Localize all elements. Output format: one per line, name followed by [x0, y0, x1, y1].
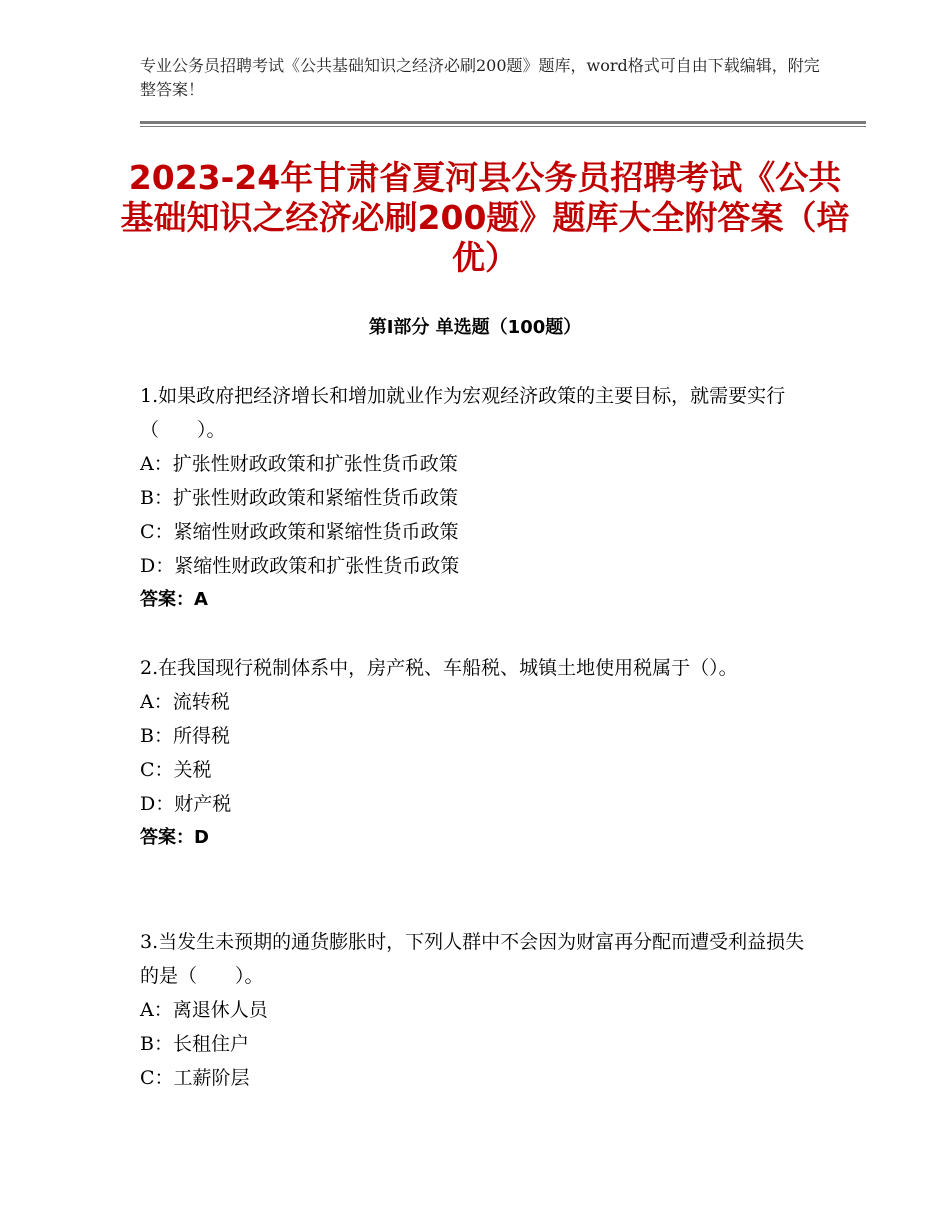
option-b: B：长租住户	[140, 1033, 249, 1055]
option-c: C：工薪阶层	[140, 1067, 250, 1089]
header-rule-thick	[140, 121, 866, 124]
option-c: C：关税	[140, 759, 212, 781]
question-text: 2.在我国现行税制体系中，房产税、车船税、城镇土地使用税属于（）。	[140, 657, 738, 679]
header-rule-thin	[140, 126, 866, 127]
section-title: 第Ⅰ部分 单选题（100题）	[368, 317, 582, 338]
question-text: 3.当发生未预期的通货膨胀时，下列人群中不会因为财富再分配而遭受利益损失的是（ ）。	[140, 931, 805, 987]
option-b: B：扩张性财政政策和紧缩性货币政策	[140, 487, 458, 509]
option-a: A：流转税	[140, 691, 230, 713]
option-a: A：扩张性财政政策和扩张性货币政策	[140, 453, 458, 475]
option-b: B：所得税	[140, 725, 230, 747]
question-3	[140, 925, 810, 1095]
answer: 答案：A	[140, 589, 208, 610]
question-2	[140, 651, 810, 855]
option-d: D：紧缩性财政政策和扩张性货币政策	[140, 555, 460, 577]
question-1	[140, 379, 810, 617]
option-c: C：紧缩性财政政策和紧缩性货币政策	[140, 521, 459, 543]
answer: 答案：D	[140, 827, 209, 848]
document-title: 2023-24年甘肃省夏河县公务员招聘考试《公共基础知识之经济必刷200题》题库大全附答案（培优）	[120, 158, 850, 277]
option-d: D：财产税	[140, 793, 232, 815]
header-note: 专业公务员招聘考试《公共基础知识之经济必刷200题》题库，word格式可自由下载编辑，附完整答案！	[140, 56, 820, 99]
question-text: 1.如果政府把经济增长和增加就业作为宏观经济政策的主要目标，就需要实行（ ）。	[140, 385, 786, 441]
option-a: A：离退休人员	[140, 999, 268, 1021]
